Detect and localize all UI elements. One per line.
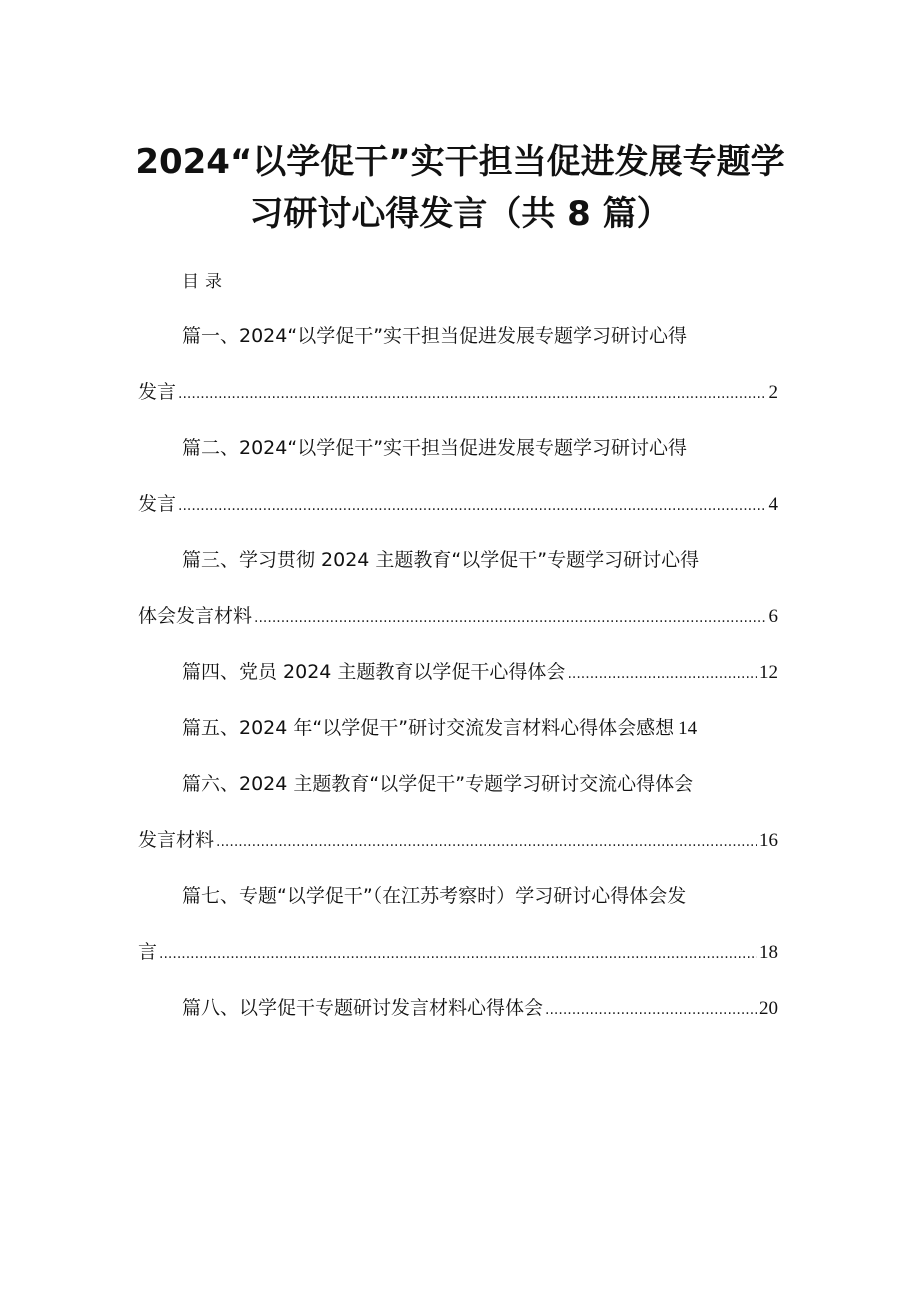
document-title (90, 136, 830, 240)
toc-leader-dots (159, 940, 757, 968)
toc-entry-line (182, 714, 697, 743)
toc-page-number: 12 (759, 662, 778, 683)
toc-page-number: 20 (759, 998, 778, 1019)
toc-leader-dots (254, 604, 766, 632)
toc-heading: 目录 (182, 272, 228, 292)
toc-entry-continuation (138, 938, 778, 968)
title-line-2: 习研讨心得发言（共 8 篇） (249, 194, 671, 234)
toc-entry-text: 篇四、党员 2024 主题教育以学促干心得体会 (182, 661, 566, 683)
toc-entry-line (182, 994, 778, 1024)
toc-page-number: 2 (768, 382, 778, 403)
toc-entry-continuation (138, 602, 778, 632)
toc-page-number: 18 (759, 942, 778, 963)
title-line-1: 2024“以学促干”实干担当促进发展专题学 (135, 142, 785, 182)
toc-entry-text: 篇五、2024 年“以学促干”研讨交流发言材料心得体会感想 (182, 717, 675, 739)
toc-entry-text-cont: 发言 (138, 381, 177, 403)
toc-entry-line (182, 658, 778, 688)
toc-entry-text: 篇八、以学促干专题研讨发言材料心得体会 (182, 997, 544, 1019)
toc-leader-dots (545, 996, 757, 1024)
toc-leader-dots (178, 380, 766, 408)
toc-entry-text: 篇三、学习贯彻 2024 主题教育“以学促干”专题学习研讨心得 (182, 549, 700, 571)
toc-leader-dots (567, 660, 757, 688)
toc-leader-dots (216, 828, 757, 856)
toc-page-number: 4 (768, 494, 778, 515)
toc-entry-text: 篇二、2024“以学促干”实干担当促进发展专题学习研讨心得 (182, 437, 688, 459)
toc-entry-text-cont: 发言材料 (138, 829, 215, 851)
toc-leader-dots (178, 492, 766, 520)
toc-entry-text-cont: 言 (138, 941, 158, 963)
toc-page-number: 16 (759, 830, 778, 851)
toc-entry-continuation (138, 378, 778, 408)
toc-entry-text-cont: 体会发言材料 (138, 605, 253, 627)
toc-entry-text: 篇七、专题“以学促干”（在江苏考察时）学习研讨心得体会发 (182, 885, 687, 907)
toc-page-number: 6 (768, 606, 778, 627)
toc-entry-text: 篇六、2024 主题教育“以学促干”专题学习研讨交流心得体会 (182, 773, 694, 795)
toc-entry-text-cont: 发言 (138, 493, 177, 515)
toc-entry-text: 篇一、2024“以学促干”实干担当促进发展专题学习研讨心得 (182, 325, 688, 347)
toc-entry-continuation (138, 490, 778, 520)
toc-entry-continuation (138, 826, 778, 856)
toc-page-number: 14 (678, 718, 698, 739)
